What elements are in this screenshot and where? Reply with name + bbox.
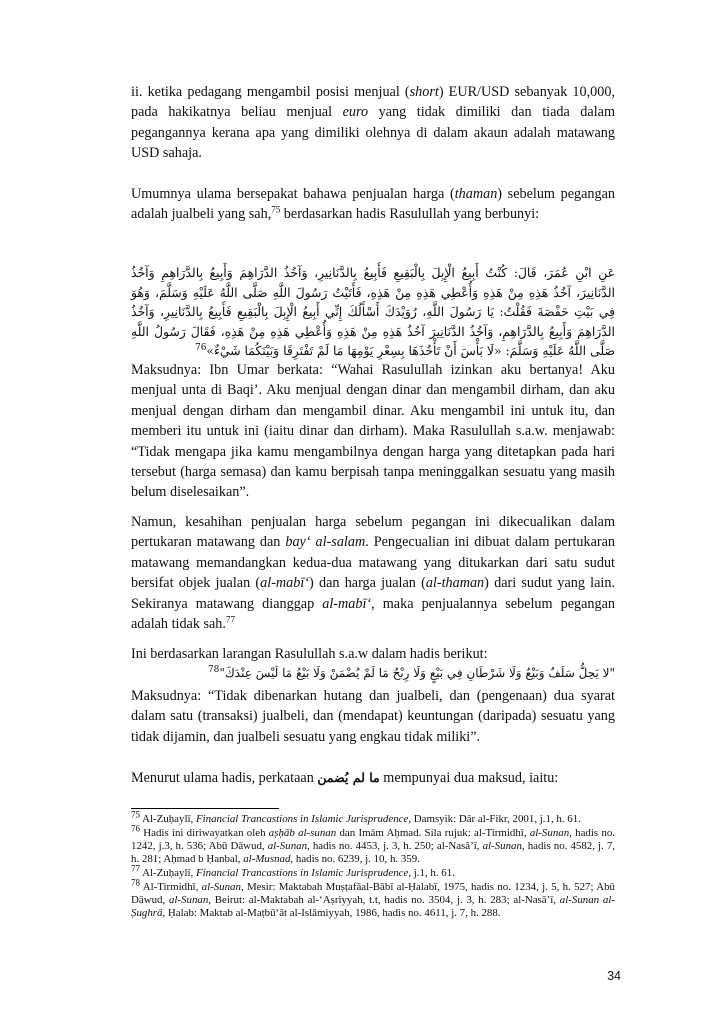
italic-term: Financial Trancastions in Islamic Jurisprudence: [195, 813, 409, 825]
arabic-text: "لا يَحِلُّ سَلَفٌ وَبَيْعٌ وَلَا شَرْطَانِ فِي بَيْعٍ وَلَا رِبْحُ مَا لَمْ يُضْمَنْ وَلَا بَيْعُ مَا لَيْسَ عِنْدَكَ": [219, 666, 615, 681]
text-run: . Pengecualian ini dibuat dalam pertukaran matawang memandangkan kedua-dua matawang yang ditukarkan dari satu sudut bersifat objek jualan (: [131, 534, 615, 592]
paragraph-ii-text: [131, 82, 615, 164]
footnote-number: 77: [131, 863, 140, 874]
italic-term: al-Sunan: [168, 894, 209, 907]
text-run: Al-Zuḥaylī,: [140, 813, 196, 825]
text-run: , Ḥalab: Maktab al-Maṭbū‘āt al-Islāmiyyah, 1986, hadis no. 4611, j. 7, h. 288.: [162, 907, 501, 920]
paragraph-ini-text: Ini berdasarkan larangan Rasulullah s.a.w dalam hadis berikut:: [131, 646, 488, 662]
italic-term: al-Sunan: [482, 840, 522, 853]
footnote-ref-78[interactable]: 78: [207, 665, 220, 676]
italic-term: al-Sunan: [201, 881, 241, 893]
text-run: , hadis no. 1242, j.3, h. 536; Abū Dāwud,: [131, 827, 615, 853]
paragraph-ini-berdasarkan: [131, 644, 615, 682]
italic-term: bay‘ al-salam: [285, 534, 366, 551]
text-run: , j.1, h. 61.: [408, 867, 455, 879]
footnote-78: [131, 877, 615, 921]
footnote-ref-77[interactable]: 77: [225, 614, 235, 625]
text-run: , maka penjualannya sebelum pegangan adalah tidak sah.: [131, 595, 615, 633]
italic-term: al-thaman: [425, 575, 485, 592]
paragraph-maksudnya-2: [131, 686, 615, 747]
paragraph-umumnya: [131, 184, 615, 225]
hadith-arabic-block: [131, 263, 615, 361]
paragraph-ii: [131, 82, 615, 164]
footnote-number: 75: [131, 809, 140, 820]
footnote-75: [131, 809, 615, 826]
text-run: , Mesir: Maktabah Muṣṭafāal-Bābī al-Ḥalabī, 1975, hadis no. 1234, j. 5, h. 527; Abū Dāwud,: [131, 881, 615, 907]
italic-term: short: [409, 84, 439, 100]
text-run: Al-Tirmidhī,: [140, 881, 202, 893]
text-run: Hadis ini diriwayatkan oleh: [140, 827, 269, 839]
text-run: , hadis no. 4582, j. 7, h. 281; Aḥmad b Ḥanbal,: [131, 840, 615, 866]
hadith-2-arabic: [131, 664, 615, 682]
paragraph-menurut-text: [131, 768, 615, 788]
footnote-number: 78: [131, 877, 140, 888]
arabic-term: ما لم يُضمن: [317, 770, 380, 785]
text-run: ) dari sudut yang lain. Sekiranya matawang dianggap: [131, 575, 615, 612]
italic-term: al-Sunan al-Ṣughrā: [131, 894, 615, 920]
italic-term: al-Sunan: [529, 827, 570, 839]
italic-term: al-mabī‘: [260, 575, 310, 592]
text-run: Al-Zuḥaylī,: [140, 867, 196, 879]
text-run: Umumnya ulama bersepakat bahawa penjualan harga (: [131, 186, 455, 202]
footnote-76: [131, 823, 615, 867]
italic-term: euro: [342, 104, 369, 121]
paragraph-namun: [131, 512, 615, 634]
italic-term: Financial Trancastions in Islamic Jurisprudence: [195, 867, 409, 879]
paragraph-menurut: [131, 768, 615, 788]
text-run: yang tidak dimiliki dan tiada dalam pegangannya kerana apa yang dimiliki olehnya di dalam akaun adalah matawang USD sahaja.: [131, 104, 615, 162]
footnote-ref-75[interactable]: 75: [271, 204, 281, 215]
italic-term: al-Musnad: [243, 853, 291, 866]
text-run: dan Imām Aḥmad. Sila rujuk: al-Tirmidhī,: [336, 827, 530, 839]
footnote-77: [131, 863, 615, 880]
text-run: , hadis no. 4453, j. 3, h. 250; al-Nasā’ī,: [307, 840, 483, 853]
footnote-number: 76: [131, 823, 140, 834]
text-run: Menurut ulama hadis, perkataan: [131, 770, 318, 786]
italic-term: thaman: [454, 186, 498, 202]
paragraph-maksudnya-1: [131, 360, 615, 503]
footnote-separator: [131, 808, 279, 809]
footnote-ref-76[interactable]: 76: [194, 343, 207, 354]
text-run: ) dan harga jualan (: [309, 575, 426, 592]
text-run: , hadis no. 6239, j. 10, h. 359.: [290, 853, 420, 866]
text-run: , Beirut: al-Maktabah al-‘Aṣriyyah, t.t, hadis no. 3504, j. 3, h. 283; al-Nasā’ī,: [208, 894, 560, 907]
text-run: berdasarkan hadis Rasulullah yang berbunyi:: [280, 206, 540, 223]
paragraph-maksudnya-2-text: Maksudnya: “Tidak dibenarkan hutang dan jualbeli, dan (pengenaan) dua syarat dalam satu (transaksi) jualbeli, dan (mendapat) keuntungan (daripada) sesuatu yang tidak dijamin, dan jualbeli sesuatu yang engkau tidak miliki”.: [131, 688, 615, 745]
paragraph-maksudnya-1-text: Maksudnya: Ibn Umar berkata: “Wahai Rasulullah izinkan aku bertanya! Aku menjual unta di Baqi’. Aku menjual dengan dinar dan mengambil dirham, dan aku menjual dengan dirham dan mengambil dinar. Aku mengambil ini untuk itu, dan memberi itu untuk ini (iaitu dinar dan dirham). Maka Rasulullah s.a.w. menjawab: “Tidak mengapa jika kamu mengambilnya dengan harga yang ditetapkan pada hari tersebut (harga semasa) dan kamu berpisah tanpa meninggalkan sesuatu yang masih belum diselesaikan”.: [131, 362, 615, 501]
text-run: ) sebelum pegangan adalah jualbeli yang sah,: [131, 186, 615, 223]
text-run: ii. ketika pedagang mengambil posisi menjual (: [131, 84, 410, 100]
paragraph-umumnya-text: [131, 184, 615, 225]
italic-term: aṣḥāb al-sunan: [268, 827, 337, 839]
text-run: ) EUR/USD sebanyak 10,000, pada hakikatnya beliau menjual: [131, 84, 615, 121]
text-run: Namun, kesahihan penjualan harga sebelum pegangan ini dikecualikan dalam pertukaran matawang dan: [131, 514, 615, 551]
paragraph-namun-text: [131, 512, 615, 634]
text-run: mempunyai dua maksud, iaitu:: [379, 770, 559, 786]
text-run: , Damsyik: Dār al-Fikr, 2001, j.1, h. 61.: [408, 813, 581, 825]
italic-term: al-Sunan: [267, 840, 308, 853]
hadith-arabic-text: [131, 263, 615, 361]
page-number: 34: [607, 969, 621, 983]
italic-term: al-mabī‘: [322, 595, 372, 612]
arabic-text: عَنِ ابْنِ عُمَرَ، قَالَ: كُنْتُ أَبِيعُ الْإِبِلَ بِالْبَقِيعِ فَأَبِيعُ بِالدَّنَانِيرِ، وَآخُذُ الدَّرَاهِمَ وَأَبِيعُ بِالدَّرَاهِمِ وَآخُذُ الدَّنَانِيرَ، آخُذُ هَذِهِ مِنْ هَذِهِ وَأُعْطِي هَذِهِ مِنْ هَذِهِ، فَأَتَيْتُ رَسُولَ اللَّهِ صَلَّى اللَّهُ عَلَيْهِ وَسَلَّمَ، وَهُوَ فِي بَيْتِ حَفْصَةَ فَقُلْتُ: يَا رَسُولَ اللَّهِ، رُوَيْدَكَ أَسْأَلُكَ إِنِّي أَبِيعُ الْإِبِلَ بِالْبَقِيعِ فَأَبِيعُ بِالدَّنَانِيرِ، وَآخُذُ الدَّرَاهِمَ وَأَبِيعُ بِالدَّرَاهِمِ، وَآخُذُ الدَّنَانِيرَ آخُذُ هَذِهِ مِنْ هَذِهِ وَأُعْطِي هَذِهِ مِنْ هَذِهِ، فَقَالَ رَسُولُ اللَّهِ صَلَّى اللَّهُ عَلَيْهِ وَسَلَّمَ: «لَا بَأْسَ أَنْ تَأْخُذَهَا بِسِعْرِ يَوْمِهَا مَا لَمْ تَفْتَرِقَا وَبَيْنَكُمَا شَيْءٌ»: [131, 265, 615, 359]
